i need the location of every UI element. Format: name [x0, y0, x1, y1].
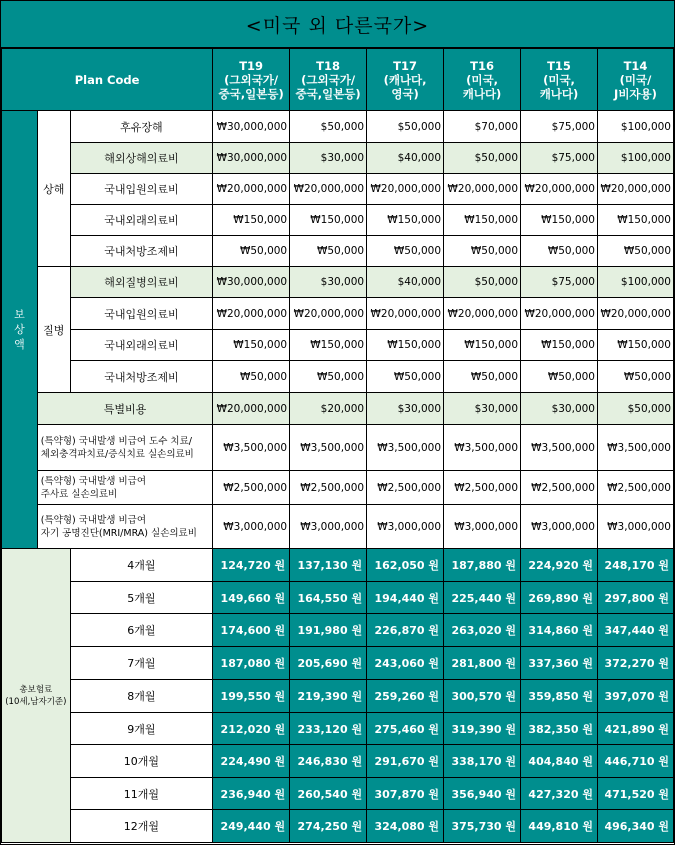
coverage-value: $30,000: [444, 393, 521, 425]
plan-region-line1: (그외국가/: [224, 72, 279, 87]
premium-value: 496,340 원: [597, 810, 673, 843]
premium-value: 319,390 원: [444, 713, 521, 745]
premium-value: 224,490 원: [213, 745, 290, 778]
coverage-value: ₩150,000: [597, 205, 673, 236]
coverage-value: ₩20,000,000: [521, 174, 598, 205]
coverage-value: $30,000: [290, 267, 367, 298]
premium-value: 243,060 원: [367, 647, 444, 680]
plan-region-line2: J비자용): [614, 86, 657, 101]
premium-row: [2, 614, 674, 647]
premium-value: 149,660 원: [213, 582, 290, 614]
coverage-value: ₩150,000: [290, 330, 367, 361]
coverage-section-label: [2, 111, 38, 549]
plan-header-t19: [213, 49, 290, 111]
coverage-section-text: [2, 307, 37, 352]
coverage-value: ₩3,500,000: [444, 425, 521, 471]
coverage-value: $40,000: [367, 267, 444, 298]
coverage-item-label-line1: (특약형) 국내발생 비급여: [40, 514, 147, 526]
premium-value: 347,440 원: [597, 614, 673, 647]
coverage-value: ₩50,000: [367, 236, 444, 267]
premium-term-label: 10개월: [70, 745, 212, 778]
coverage-item-label: [37, 425, 212, 471]
premium-value: 248,170 원: [597, 549, 673, 582]
premium-value: 337,360 원: [521, 647, 598, 680]
premium-section-line2: (10세,남자기준): [5, 696, 67, 707]
coverage-value: $50,000: [444, 267, 521, 298]
coverage-value: ₩30,000,000: [213, 267, 290, 298]
coverage-row: [2, 471, 674, 505]
coverage-value: ₩3,000,000: [521, 505, 598, 549]
premium-term-label: 6개월: [70, 614, 212, 647]
premium-value: 314,860 원: [521, 614, 598, 647]
premium-value: 300,570 원: [444, 680, 521, 713]
premium-value: 372,270 원: [597, 647, 673, 680]
premium-section-label: [2, 549, 71, 843]
premium-row: [2, 810, 674, 843]
plan-header-t15: [521, 49, 598, 111]
plan-region-line1: (미국,: [466, 72, 498, 87]
premium-value: 224,920 원: [521, 549, 598, 582]
coverage-value: ₩3,000,000: [290, 505, 367, 549]
coverage-value: ₩3,000,000: [367, 505, 444, 549]
coverage-value: $50,000: [444, 143, 521, 174]
premium-value: 281,800 원: [444, 647, 521, 680]
coverage-value: ₩20,000,000: [521, 298, 598, 330]
plan-region-line2: 캐나다): [539, 86, 579, 101]
coverage-row: [2, 298, 674, 330]
premium-value: 359,850 원: [521, 680, 598, 713]
coverage-value: ₩20,000,000: [367, 174, 444, 205]
premium-value: 226,870 원: [367, 614, 444, 647]
premium-row: [2, 582, 674, 614]
premium-term-label: 5개월: [70, 582, 212, 614]
coverage-item-label: 후유장해: [70, 111, 212, 143]
plan-region-line1: (캐나다,: [383, 72, 427, 87]
coverage-row: [2, 361, 674, 393]
coverage-value: ₩50,000: [444, 236, 521, 267]
premium-value: 162,050 원: [367, 549, 444, 582]
premium-value: 219,390 원: [290, 680, 367, 713]
coverage-value: $100,000: [597, 267, 673, 298]
premium-value: 187,880 원: [444, 549, 521, 582]
premium-term-label: 4개월: [70, 549, 212, 582]
coverage-item-label: 국내입원의료비: [70, 298, 212, 330]
coverage-value: ₩2,500,000: [521, 471, 598, 505]
premium-value: 199,550 원: [213, 680, 290, 713]
premium-value: 324,080 원: [367, 810, 444, 843]
premium-row: [2, 778, 674, 810]
plan-code: T17: [393, 58, 417, 73]
coverage-value: $50,000: [290, 111, 367, 143]
coverage-value: ₩20,000,000: [290, 174, 367, 205]
plan-region-line2: 캐나다): [462, 86, 502, 101]
coverage-value: $50,000: [597, 393, 673, 425]
coverage-value: $75,000: [521, 111, 598, 143]
plan-code-label: Plan Code: [2, 49, 213, 111]
coverage-value: ₩20,000,000: [213, 298, 290, 330]
coverage-value: ₩50,000: [444, 361, 521, 393]
premium-value: 338,170 원: [444, 745, 521, 778]
coverage-item-label-line1: (특약형) 국내발생 비급여 도수 치료/: [40, 435, 192, 447]
coverage-value: ₩50,000: [213, 361, 290, 393]
coverage-item-label-line2: 주사료 실손의료비: [40, 488, 118, 500]
coverage-row: [2, 425, 674, 471]
plan-region-line2: 영국): [391, 86, 419, 101]
coverage-item-label: 국내외래의료비: [70, 330, 212, 361]
plan-region-line1: (미국,: [543, 72, 575, 87]
premium-value: 259,260 원: [367, 680, 444, 713]
coverage-value: ₩150,000: [367, 330, 444, 361]
premium-value: 274,250 원: [290, 810, 367, 843]
coverage-value: ₩2,500,000: [444, 471, 521, 505]
coverage-value: $40,000: [367, 143, 444, 174]
coverage-value: ₩50,000: [213, 236, 290, 267]
premium-value: 137,130 원: [290, 549, 367, 582]
premium-row: [2, 713, 674, 745]
premium-row: [2, 647, 674, 680]
coverage-value: ₩50,000: [367, 361, 444, 393]
plan-region-line1: (그외국가/: [301, 72, 356, 87]
header-row: [2, 49, 674, 111]
coverage-row: [2, 393, 674, 425]
premium-value: 164,550 원: [290, 582, 367, 614]
coverage-value: ₩3,500,000: [521, 425, 598, 471]
coverage-item-label: [37, 505, 212, 549]
coverage-row: [2, 267, 674, 298]
plan-code: T16: [470, 58, 494, 73]
premium-value: 356,940 원: [444, 778, 521, 810]
premium-value: 205,690 원: [290, 647, 367, 680]
coverage-row: [2, 330, 674, 361]
coverage-section-char: 액: [14, 338, 25, 351]
premium-row: [2, 680, 674, 713]
coverage-value: ₩150,000: [521, 330, 598, 361]
premium-row: [2, 745, 674, 778]
coverage-value: ₩50,000: [597, 361, 673, 393]
premium-section-line1: 총보험료: [19, 684, 53, 695]
plan-region-line1: (미국/: [619, 72, 652, 87]
coverage-value: ₩150,000: [597, 330, 673, 361]
premium-value: 269,890 원: [521, 582, 598, 614]
injury-category-label: 상해: [37, 111, 70, 267]
premium-value: 249,440 원: [213, 810, 290, 843]
coverage-value: $70,000: [444, 111, 521, 143]
coverage-value: ₩150,000: [213, 205, 290, 236]
coverage-value: ₩3,000,000: [444, 505, 521, 549]
coverage-value: ₩150,000: [367, 205, 444, 236]
premium-value: 124,720 원: [213, 549, 290, 582]
coverage-value: $100,000: [597, 111, 673, 143]
premium-value: 246,830 원: [290, 745, 367, 778]
coverage-value: ₩20,000,000: [597, 298, 673, 330]
coverage-value: ₩3,500,000: [290, 425, 367, 471]
coverage-value: ₩50,000: [597, 236, 673, 267]
premium-value: 263,020 원: [444, 614, 521, 647]
coverage-item-label: 국내처방조제비: [70, 236, 212, 267]
coverage-item-label: 국내처방조제비: [70, 361, 212, 393]
coverage-item-label: [37, 471, 212, 505]
coverage-value: ₩3,500,000: [213, 425, 290, 471]
coverage-value: ₩20,000,000: [290, 298, 367, 330]
coverage-value: $20,000: [290, 393, 367, 425]
coverage-value: ₩50,000: [290, 236, 367, 267]
premium-value: 307,870 원: [367, 778, 444, 810]
premium-value: 260,540 원: [290, 778, 367, 810]
coverage-value: $75,000: [521, 143, 598, 174]
coverage-value: $30,000: [290, 143, 367, 174]
plan-comparison-table: [1, 48, 674, 843]
disease-category-label: 질병: [37, 267, 70, 393]
coverage-value: ₩150,000: [521, 205, 598, 236]
premium-value: 233,120 원: [290, 713, 367, 745]
premium-value: 382,350 원: [521, 713, 598, 745]
plan-header-t18: [290, 49, 367, 111]
coverage-value: ₩20,000,000: [444, 174, 521, 205]
coverage-value: ₩20,000,000: [213, 393, 290, 425]
premium-term-label: 12개월: [70, 810, 212, 843]
coverage-section-char: 상: [14, 323, 25, 336]
premium-term-label: 9개월: [70, 713, 212, 745]
premium-value: 375,730 원: [444, 810, 521, 843]
coverage-value: ₩30,000,000: [213, 143, 290, 174]
coverage-value: ₩20,000,000: [597, 174, 673, 205]
coverage-value: $30,000: [521, 393, 598, 425]
premium-value: 194,440 원: [367, 582, 444, 614]
coverage-item-label: 국내외래의료비: [70, 205, 212, 236]
coverage-value: ₩50,000: [521, 236, 598, 267]
coverage-value: ₩50,000: [290, 361, 367, 393]
coverage-value: ₩150,000: [444, 205, 521, 236]
premium-value: 187,080 원: [213, 647, 290, 680]
premium-value: 275,460 원: [367, 713, 444, 745]
coverage-item-label: 해외질병의료비: [70, 267, 212, 298]
premium-value: 191,980 원: [290, 614, 367, 647]
plan-code: T19: [239, 58, 264, 73]
coverage-value: ₩150,000: [213, 330, 290, 361]
premium-value: 297,800 원: [597, 582, 673, 614]
coverage-item-label: 국내입원의료비: [70, 174, 212, 205]
premium-value: 225,440 원: [444, 582, 521, 614]
coverage-item-label-line1: (특약형) 국내발생 비급여: [40, 475, 147, 487]
plan-code: T18: [316, 58, 341, 73]
coverage-section-char: 보: [14, 308, 25, 321]
coverage-value: $75,000: [521, 267, 598, 298]
coverage-value: ₩3,500,000: [367, 425, 444, 471]
premium-value: 236,940 원: [213, 778, 290, 810]
coverage-row: [2, 174, 674, 205]
premium-term-label: 7개월: [70, 647, 212, 680]
premium-value: 291,670 원: [367, 745, 444, 778]
premium-value: 421,890 원: [597, 713, 673, 745]
plan-code: T14: [623, 58, 648, 73]
coverage-value: ₩20,000,000: [213, 174, 290, 205]
coverage-value: ₩20,000,000: [444, 298, 521, 330]
coverage-item-label-line2: 체외충격파치료/증식치료 실손의료비: [40, 448, 194, 460]
premium-value: 471,520 원: [597, 778, 673, 810]
premium-value: 397,070 원: [597, 680, 673, 713]
premium-value: 427,320 원: [521, 778, 598, 810]
plan-region-line2: 중국,일본등): [295, 86, 361, 101]
coverage-value: ₩2,500,000: [290, 471, 367, 505]
coverage-row: [2, 505, 674, 549]
coverage-value: ₩3,000,000: [597, 505, 673, 549]
premium-value: 404,840 원: [521, 745, 598, 778]
page-title: <미국 외 다른국가>: [1, 1, 674, 48]
premium-term-label: 8개월: [70, 680, 212, 713]
coverage-row: [2, 236, 674, 267]
plan-header-t14: [597, 49, 673, 111]
coverage-row: [2, 143, 674, 174]
plan-code: T15: [547, 58, 571, 73]
coverage-value: ₩2,500,000: [367, 471, 444, 505]
coverage-value: ₩2,500,000: [597, 471, 673, 505]
coverage-value: $30,000: [367, 393, 444, 425]
premium-value: 212,020 원: [213, 713, 290, 745]
coverage-value: ₩30,000,000: [213, 111, 290, 143]
premium-value: 446,710 원: [597, 745, 673, 778]
coverage-value: ₩20,000,000: [367, 298, 444, 330]
coverage-value: ₩3,500,000: [597, 425, 673, 471]
coverage-row: [2, 111, 674, 143]
premium-term-label: 11개월: [70, 778, 212, 810]
coverage-value: ₩3,000,000: [213, 505, 290, 549]
plan-header-t16: [444, 49, 521, 111]
coverage-item-label: 특별비용: [37, 393, 212, 425]
coverage-value: ₩150,000: [290, 205, 367, 236]
coverage-value: ₩50,000: [521, 361, 598, 393]
plan-header-t17: [367, 49, 444, 111]
premium-row: [2, 549, 674, 582]
coverage-item-label-line2: 자기 공명진단(MRI/MRA) 실손의료비: [40, 527, 197, 539]
coverage-value: ₩150,000: [444, 330, 521, 361]
premium-value: 174,600 원: [213, 614, 290, 647]
coverage-value: $100,000: [597, 143, 673, 174]
coverage-value: ₩2,500,000: [213, 471, 290, 505]
coverage-value: $50,000: [367, 111, 444, 143]
plan-region-line2: 중국,일본등): [218, 86, 284, 101]
coverage-row: [2, 205, 674, 236]
premium-value: 449,810 원: [521, 810, 598, 843]
coverage-item-label: 해외상해의료비: [70, 143, 212, 174]
